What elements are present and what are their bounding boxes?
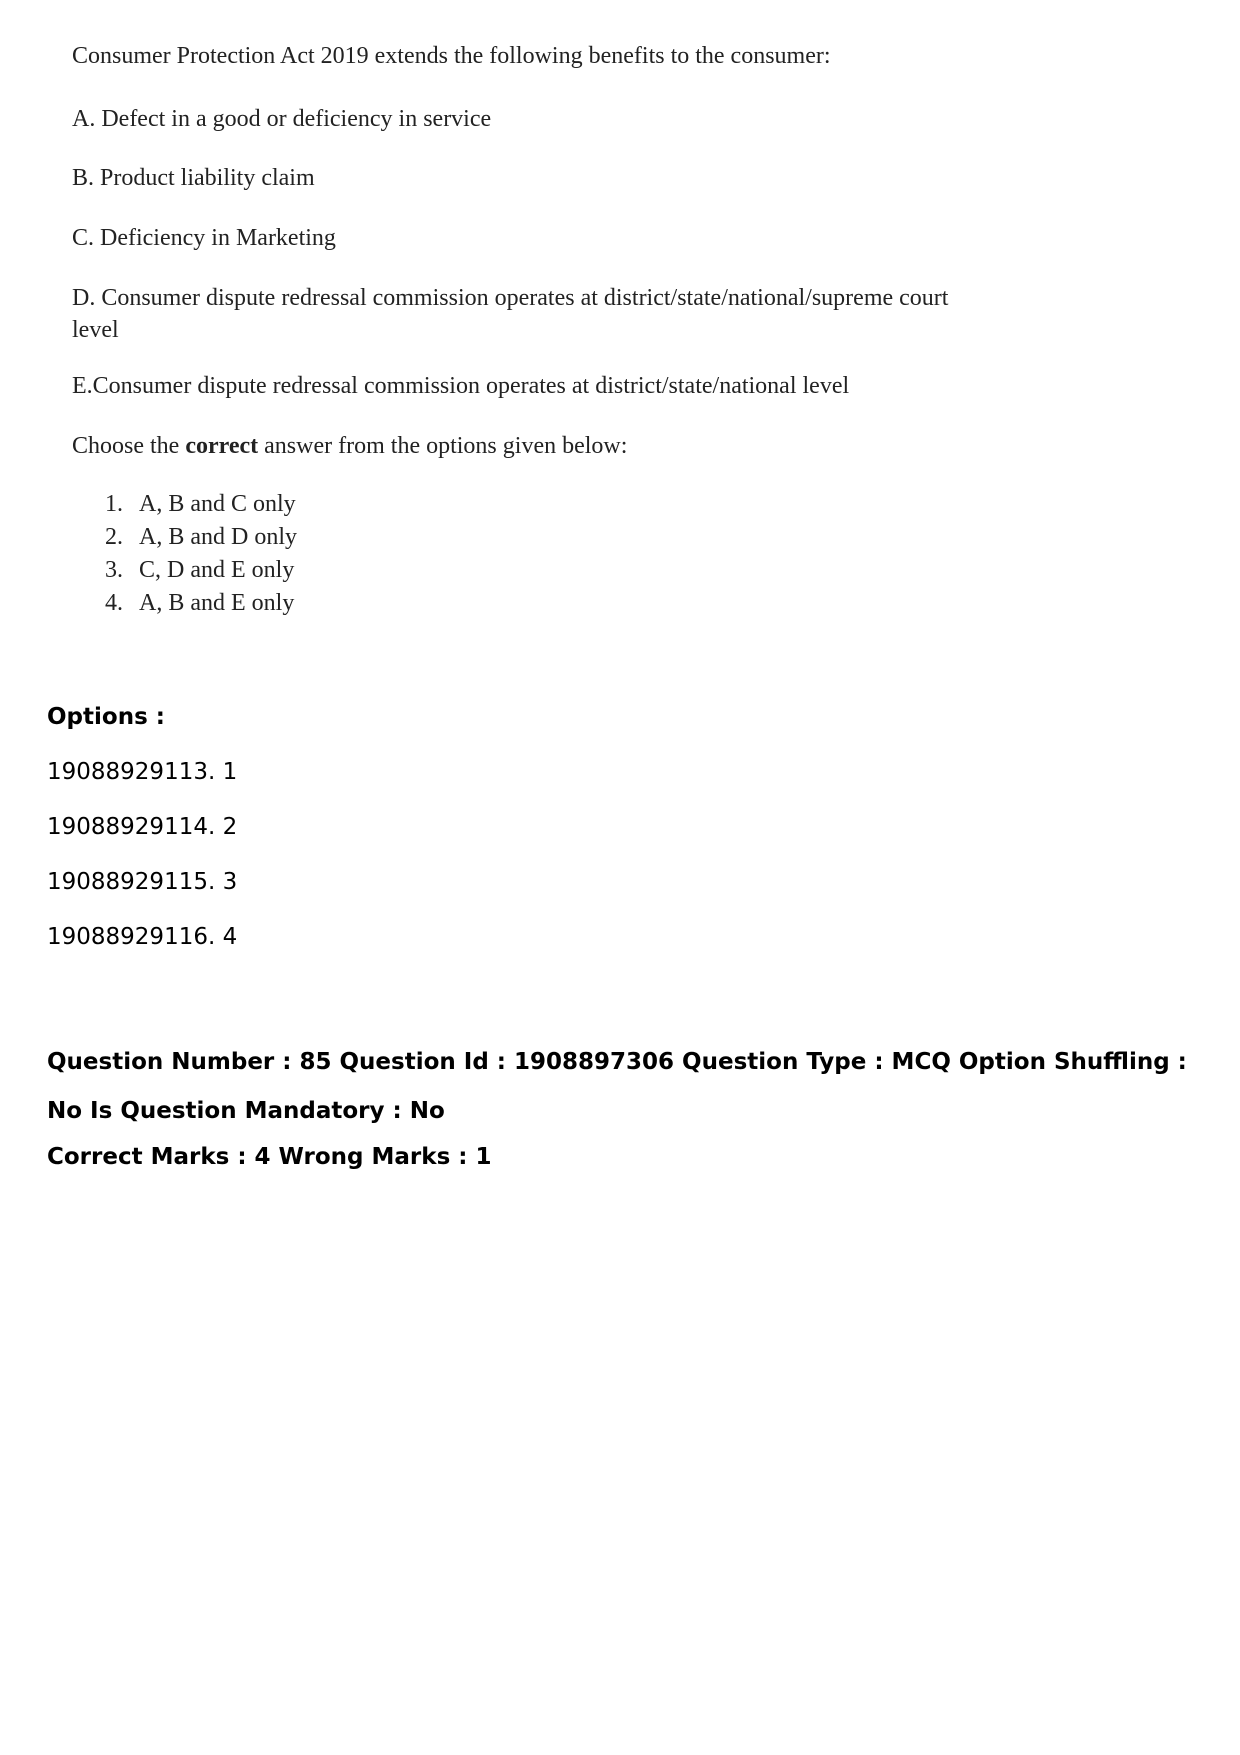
- choice-text: A, B and E only: [139, 590, 295, 616]
- statement-e: E.Consumer dispute redressal commission operates at district/state/national level: [72, 373, 850, 399]
- options-heading: Options :: [47, 704, 165, 730]
- choice-number: 4.: [105, 590, 123, 616]
- instruction-post: answer from the options given below:: [258, 433, 628, 459]
- question-meta: Question Number : 85 Question Id : 1908897306 Question Type : MCQ Option Shuffling : No Is Question Mandatory : No: [47, 1049, 1187, 1124]
- statement-c: C. Deficiency in Marketing: [72, 225, 336, 251]
- option-item: 19088929113. 1: [47, 759, 238, 785]
- instruction-pre: Choose the: [72, 433, 186, 459]
- choice-number: 3.: [105, 557, 123, 583]
- choice-text: A, B and C only: [139, 491, 296, 517]
- statement-b: B. Product liability claim: [72, 165, 315, 191]
- statement-a: A. Defect in a good or deficiency in service: [72, 106, 492, 132]
- choice-number: 2.: [105, 524, 123, 550]
- choice-text: C, D and E only: [139, 557, 295, 583]
- choice-item: [105, 554, 297, 587]
- choice-number: 1.: [105, 491, 123, 517]
- choice-item: [105, 488, 297, 521]
- choice-item: [105, 587, 297, 620]
- statement-d: D. Consumer dispute redressal commission operates at district/state/national/supreme court level: [72, 285, 949, 343]
- option-item: 19088929114. 2: [47, 814, 238, 840]
- question-instruction: [72, 430, 627, 462]
- option-item: 19088929115. 3: [47, 869, 238, 895]
- question-marks: Correct Marks : 4 Wrong Marks : 1: [47, 1144, 492, 1170]
- instruction-bold: correct: [185, 433, 259, 459]
- choice-text: A, B and D only: [139, 524, 297, 550]
- choice-list: [105, 488, 297, 620]
- choice-item: [105, 521, 297, 554]
- question-stem: Consumer Protection Act 2019 extends the following benefits to the consumer:: [72, 43, 831, 69]
- option-item: 19088929116. 4: [47, 924, 238, 950]
